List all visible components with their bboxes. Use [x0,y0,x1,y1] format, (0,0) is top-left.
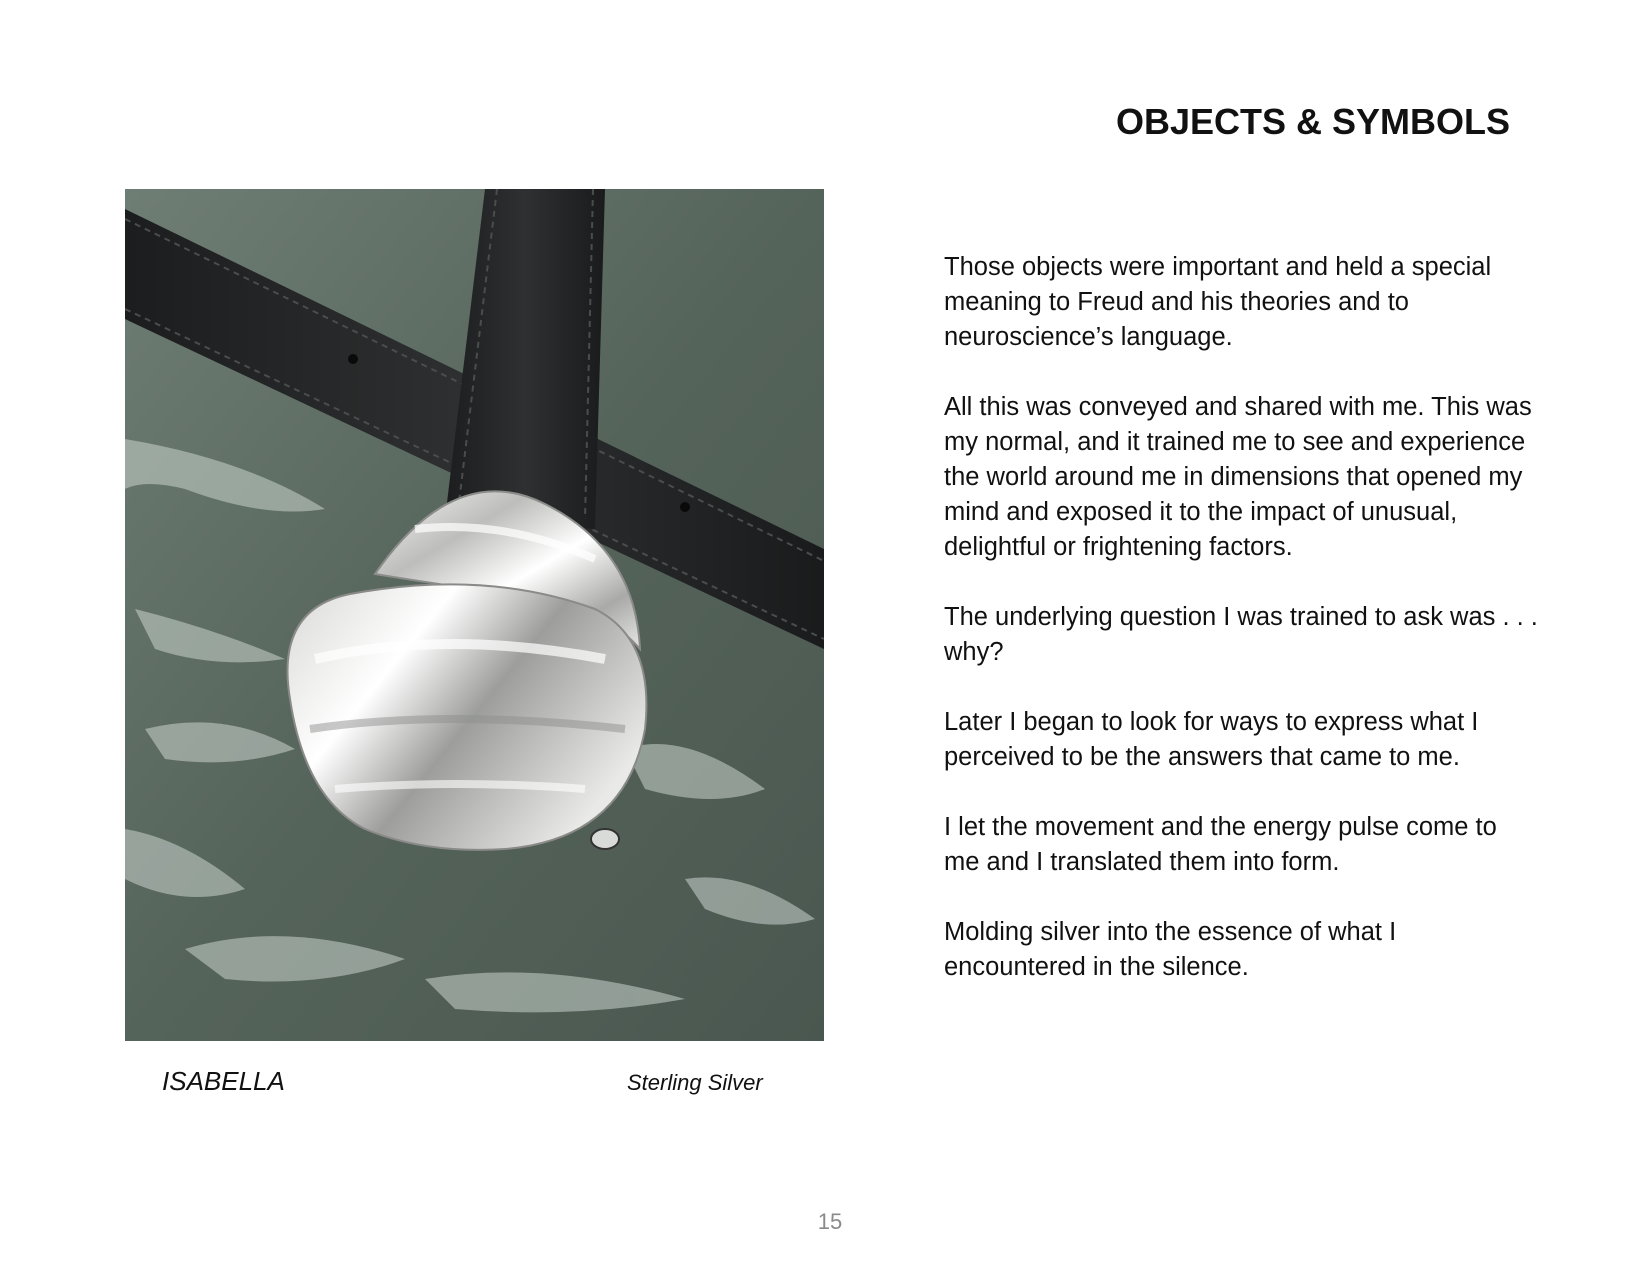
paragraph: All this was conveyed and shared with me. This was my normal, and it trained me to see and experience the world around me in dimensions that opened my mind and exposed it to the impact of unusual, delightful or frightening factors. [944,393,1532,561]
page-title: OBJECTS & SYMBOLS [1115,101,1510,142]
paragraph: Molding silver into the essence of what I encountered in the silence. [944,918,1397,981]
figure-caption-material: Sterling Silver [627,1070,763,1095]
jewelry-photo [125,189,824,1041]
figure-caption-title: ISABELLA [162,1066,285,1096]
paragraph: Those objects were important and held a special meaning to Freud and his theories and to neuroscience’s language. [944,253,1492,351]
paragraph: The underlying question I was trained to ask was . . . why? [944,603,1538,666]
page-number: 15 [817,1209,843,1234]
belt-buckle-photo [125,189,824,1041]
body-text [944,250,1584,1020]
paragraph: I let the movement and the energy pulse come to me and I translated them into form. [944,813,1497,876]
paragraph: Later I began to look for ways to express what I perceived to be the answers that came to me. [944,708,1479,771]
